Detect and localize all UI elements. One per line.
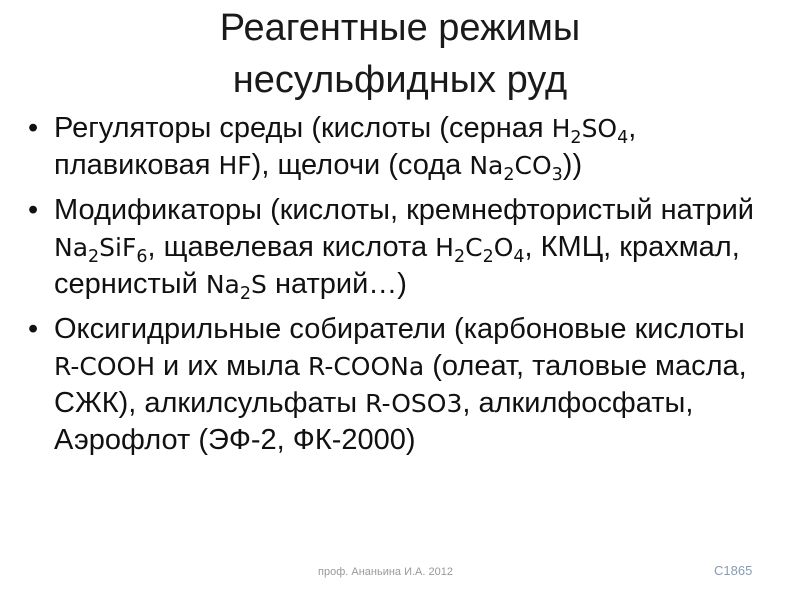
formula-part: SO bbox=[581, 114, 618, 143]
formula-na2s bbox=[205, 270, 267, 305]
formula-part: Na bbox=[469, 151, 504, 180]
formula-h2so4 bbox=[551, 114, 629, 149]
bullet-text-cutoff: Аэрофлот (ЭФ-2, ФК-2000) bbox=[54, 424, 416, 456]
bullet-text: , КМЦ, крахмал, сернистый bbox=[54, 231, 740, 300]
bullet-text: Модификаторы (кислоты, кремнефтористый натрий bbox=[54, 194, 754, 226]
formula-subscript: 2 bbox=[88, 247, 100, 268]
bullet-item-collectors bbox=[28, 311, 768, 459]
formula-part: Na bbox=[205, 270, 240, 299]
title-line-1: Реагентные режимы bbox=[219, 7, 581, 49]
formula-r-coona: R-COONa bbox=[307, 352, 425, 381]
bullet-dot: • bbox=[28, 313, 39, 345]
formula-part: H bbox=[551, 114, 571, 143]
bullet-text: и их мыла bbox=[155, 350, 308, 382]
formula-subscript: 2 bbox=[570, 128, 582, 149]
formula-part: H bbox=[435, 233, 454, 262]
footer-author: проф. Ананьина И.А. 2012 bbox=[318, 566, 453, 578]
formula-subscript: 6 bbox=[136, 247, 148, 268]
formula-subscript: 2 bbox=[503, 165, 515, 186]
bullet-dot: • bbox=[28, 112, 39, 144]
bullet-text: , щавелевая кислота bbox=[147, 231, 436, 263]
formula-subscript: 2 bbox=[239, 284, 252, 305]
bullet-text: )) bbox=[562, 149, 583, 181]
bullet-item-regulators bbox=[28, 110, 768, 184]
formula-r-oso3: R-OSO3 bbox=[365, 389, 463, 418]
formula-na2co3 bbox=[469, 151, 563, 186]
formula-part: SiF bbox=[99, 233, 137, 262]
title-line-2: несульфидных руд bbox=[232, 59, 568, 101]
bullet-item-modifiers bbox=[28, 192, 768, 303]
bullet-text: Оксигидрильные собиратели (карбоновые кислоты bbox=[54, 313, 745, 345]
bullet-text: натрий…) bbox=[266, 268, 407, 300]
formula-part: Na bbox=[54, 233, 89, 262]
formula-subscript: 4 bbox=[513, 247, 525, 268]
formula-subscript: 4 bbox=[617, 128, 629, 149]
formula-r-cooh: R-COOH bbox=[54, 352, 155, 381]
formula-subscript: 2 bbox=[453, 247, 466, 268]
formula-hf: HF bbox=[218, 151, 252, 180]
bullet-dot: • bbox=[28, 194, 39, 226]
bullet-text: Регуляторы среды (кислоты (серная bbox=[54, 112, 552, 144]
formula-part: S bbox=[251, 270, 267, 299]
formula-subscript: 2 bbox=[482, 247, 494, 268]
slide-title bbox=[0, 2, 800, 106]
formula-part: O bbox=[493, 233, 514, 262]
bullet-text: (олеат, таловые масла, СЖК), алкилсульфаты bbox=[54, 350, 747, 419]
bullet-list bbox=[28, 110, 768, 467]
bullet-text: , плавиковая bbox=[54, 112, 637, 181]
formula-h2c2o4 bbox=[435, 233, 525, 268]
bullet-text: , алкилфосфаты, bbox=[462, 387, 694, 419]
bullet-text: ), щелочи (сода bbox=[251, 149, 470, 181]
formula-subscript: 3 bbox=[551, 165, 563, 186]
footer-code: C1865 bbox=[714, 563, 753, 578]
formula-part: C bbox=[465, 233, 483, 262]
formula-part: CO bbox=[514, 151, 552, 180]
formula-na2sif6 bbox=[54, 233, 148, 268]
